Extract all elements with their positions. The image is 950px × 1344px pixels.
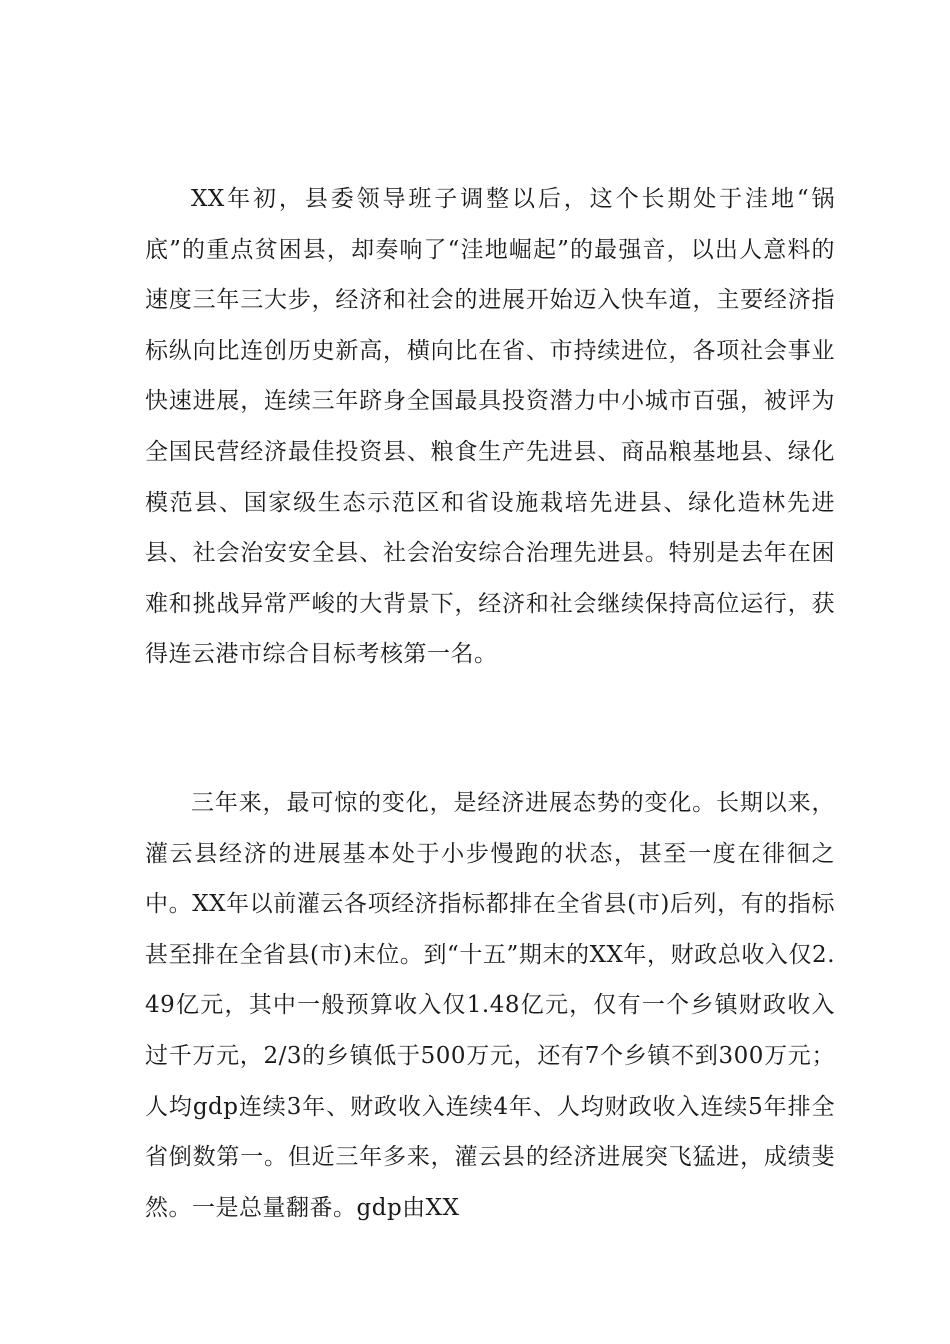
body-paragraph-2: 三年来，最可惊的变化，是经济进展态势的变化。长期以来，灌云县经济的进展基本处于小步慢跑的状态，甚至一度在徘徊之中。XX年以前灌云各项经济指标都排在全省县(市)后列，有的指标甚至排在全省县(市)末位。到“十五”期末的XX年，财政总收入仅2.49亿元，其中一般预算收入仅1.48亿元，仅有一个乡镇财政收入过千万元，2/3的乡镇低于500万元，还有7个乡镇不到300万元；人均gdp连续3年、财政收入连续4年、人均财政收入连续5年排全省倒数第一。但近三年多来，灌云县的经济进展突飞猛进，成绩斐然。一是总量翻番。gdp由XX <box>145 790 835 1221</box>
body-paragraph-1: XX年初，县委领导班子调整以后，这个长期处于洼地“锅底”的重点贫困县，却奏响了“洼地崛起”的最强音，以出人意料的速度三年三大步，经济和社会的进展开始迈入快车道，主要经济指标纵向比连创历史新高，横向比在省、市持续进位，各项社会事业快速进展，连续三年跻身全国最具投资潜力中小城市百强，被评为全国民营经济最佳投资县、粮食生产先进县、商品粮基地县、绿化模范县、国家级生态示范区和省设施栽培先进县、绿化造林先进县、社会治安安全县、社会治安综合治理先进县。特别是去年在困难和挑战异常严峻的大背景下，经济和社会继续保持高位运行，获得连云港市综合目标考核第一名。 <box>145 186 835 668</box>
